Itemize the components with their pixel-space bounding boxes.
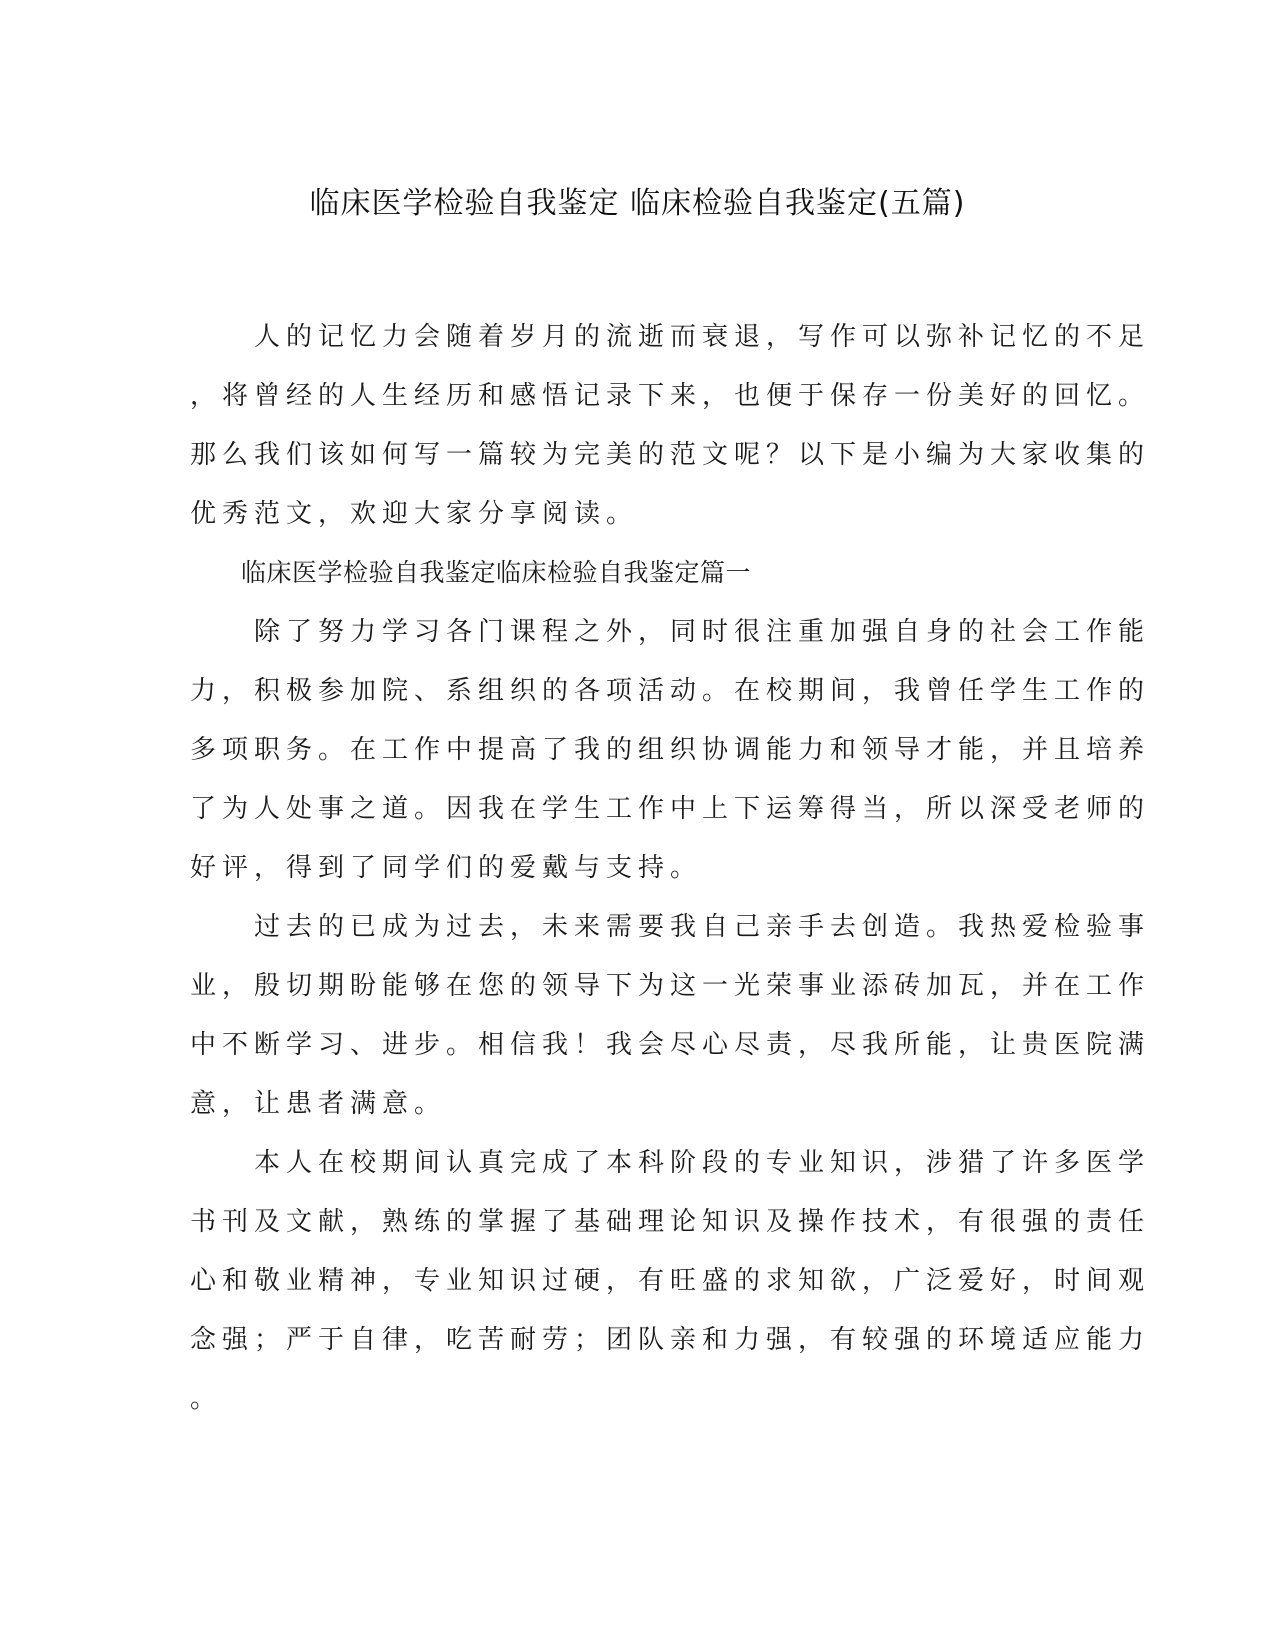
text-line: 好评，得到了同学们的爱戴与支持。	[190, 853, 703, 883]
text-line: 了为人处事之道。因我在学生工作中上下运筹得当，所以深受老师的	[190, 794, 1151, 824]
text-line: 那么我们该如何写一篇较为完美的范文呢？以下是小编为大家收集的	[190, 440, 1151, 470]
text-line: 意，让患者满意。	[190, 1089, 447, 1119]
text-line: 人的记忆力会随着岁月的流逝而衰退，写作可以弥补记忆的不足	[190, 322, 1151, 352]
text-line: ，将曾经的人生经历和感悟记录下来，也便于保存一份美好的回忆。	[190, 381, 1151, 411]
text-line: 书刊及文献，熟练的掌握了基础理论知识及操作技术，有很强的责任	[190, 1207, 1151, 1237]
text-line: 优秀范文，欢迎大家分享阅读。	[190, 499, 639, 529]
text-line: 力，积极参加院、系组织的各项活动。在校期间，我曾任学生工作的	[190, 676, 1151, 706]
document-title: 临床医学检验自我鉴定 临床检验自我鉴定(五篇)	[309, 186, 966, 221]
text-line: 本人在校期间认真完成了本科阶段的专业知识，涉猎了许多医学	[190, 1148, 1151, 1178]
text-line: 念强；严于自律，吃苦耐劳；团队亲和力强，有较强的环境适应能力	[190, 1325, 1151, 1355]
text-line: 业，殷切期盼能够在您的领导下为这一光荣事业添砖加瓦，并在工作	[190, 971, 1151, 1001]
text-line: 过去的已成为过去，未来需要我自己亲手去创造。我热爱检验事	[190, 912, 1151, 942]
text-line: 心和敬业精神，专业知识过硬，有旺盛的求知欲，广泛爱好，时间观	[190, 1266, 1151, 1296]
text-line: 除了努力学习各门课程之外，同时很注重加强自身的社会工作能	[190, 617, 1151, 647]
text-line: 多项职务。在工作中提高了我的组织协调能力和领导才能，并且培养	[190, 735, 1151, 765]
text-line: 中不断学习、进步。相信我！我会尽心尽责，尽我所能，让贵医院满	[190, 1030, 1151, 1060]
section-heading: 临床医学检验自我鉴定临床检验自我鉴定篇一	[190, 558, 752, 587]
text-line: 。	[190, 1384, 223, 1414]
